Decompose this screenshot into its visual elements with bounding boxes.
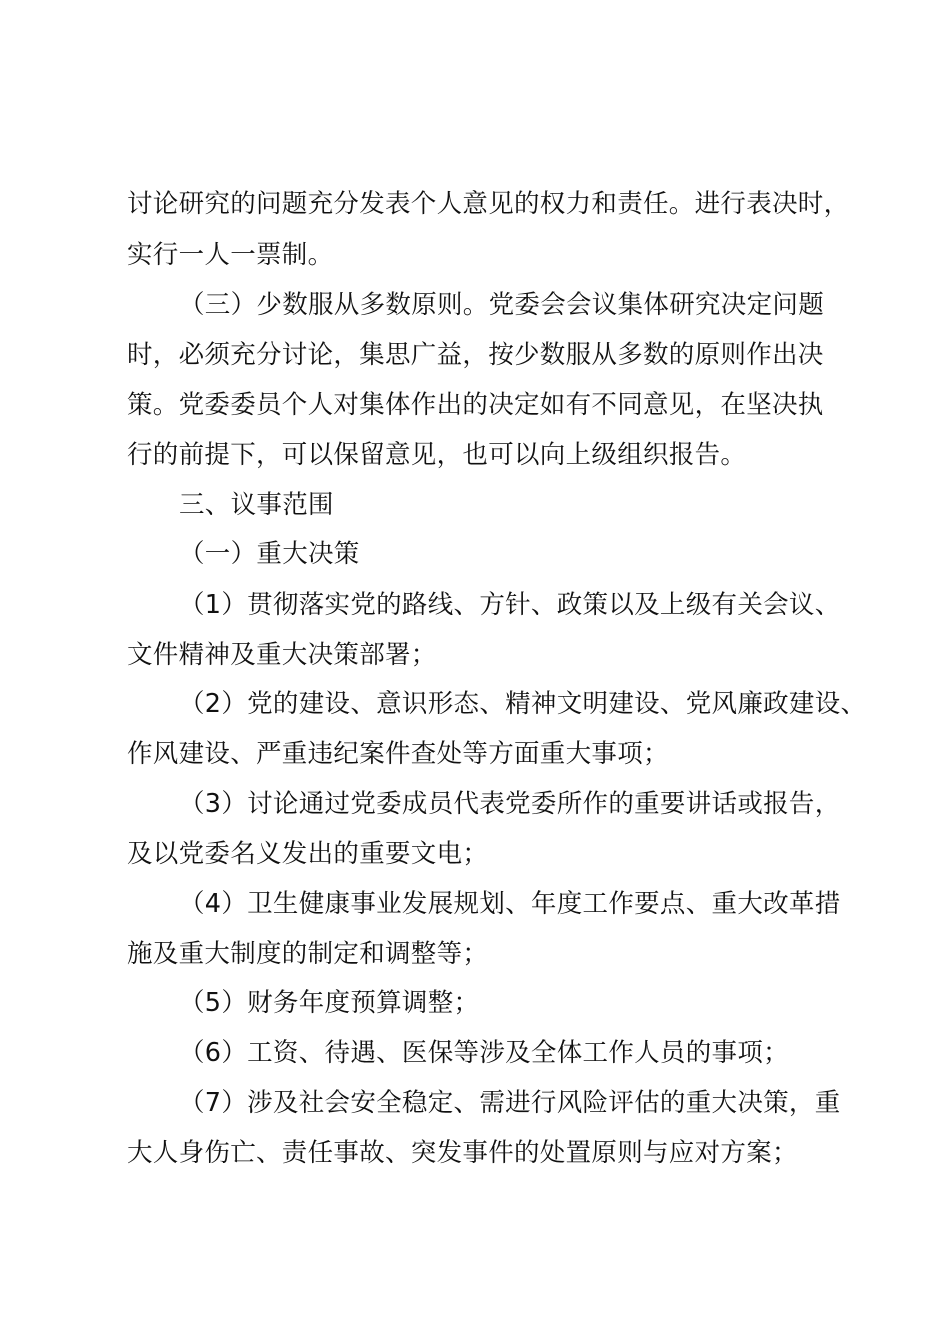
list-item-6: （6）工资、待遇、医保等涉及全体工作人员的事项；: [179, 1038, 789, 1068]
subsection-heading: （一）重大决策: [179, 539, 360, 569]
list-item-3: （3）讨论通过党委成员代表党委所作的重要讲话或报告，: [179, 789, 841, 819]
text-line: 讨论研究的问题充分发表个人意见的权力和责任。进行表决时，: [127, 189, 850, 219]
list-item-4: （4）卫生健康事业发展规划、年度工作要点、重大改革措: [179, 889, 841, 919]
text-line: 时，必须充分讨论，集思广益，按少数服从多数的原则作出决: [127, 340, 824, 370]
paragraph-first-line: （三）少数服从多数原则。党委会会议集体研究决定问题: [179, 290, 825, 320]
text-line: 大人身伤亡、责任事故、突发事件的处置原则与应对方案；: [127, 1138, 798, 1168]
text-line: 作风建设、严重违纪案件查处等方面重大事项；: [127, 739, 669, 769]
list-item-5: （5）财务年度预算调整；: [179, 988, 480, 1018]
text-line: 策。党委委员个人对集体作出的决定如有不同意见，在坚决执: [127, 390, 824, 420]
text-line: 及以党委名义发出的重要文电；: [127, 839, 489, 869]
list-item-2: （2）党的建设、意识形态、精神文明建设、党风廉政建设、: [179, 689, 867, 719]
list-item-7: （7）涉及社会安全稳定、需进行风险评估的重大决策，重: [179, 1088, 841, 1118]
section-heading: 三、议事范围: [179, 490, 334, 520]
text-line: 施及重大制度的制定和调整等；: [127, 939, 489, 969]
text-line: 行的前提下，可以保留意见，也可以向上级组织报告。: [127, 440, 747, 470]
list-item-1: （1）贯彻落实党的路线、方针、政策以及上级有关会议、: [179, 590, 841, 620]
text-line: 实行一人一票制。: [127, 240, 334, 270]
text-line: 文件精神及重大决策部署；: [127, 640, 437, 670]
